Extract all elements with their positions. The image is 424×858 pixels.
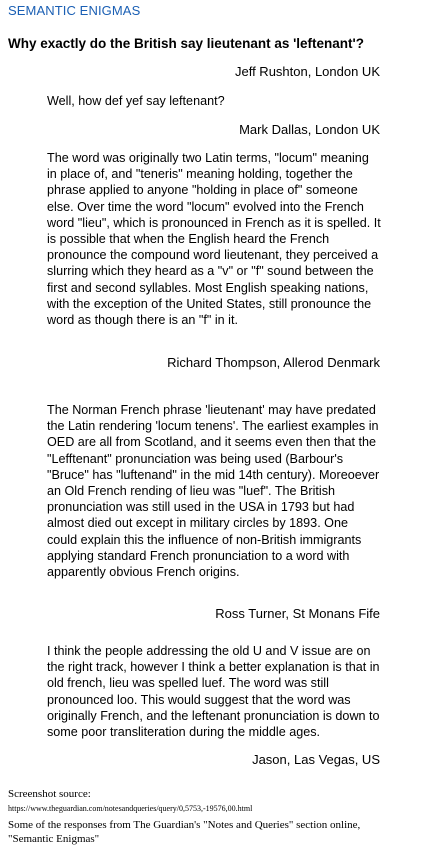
answer-text: I think the people addressing the old U and V issue are on the right track, however I think a better explanation is that in old french, lieu was spelled luef. The word was still pronounced loo. This would suggest that the word was originally French, and the leftenant pronunciation is down to some poor transliteration during the middle ages. [47,644,380,740]
answer-text: Well, how def yef say leftenant? [47,94,225,108]
author-name: Jeff Rushton, London UK [234,64,380,79]
author-name: Jason, Las Vegas, US [252,752,380,767]
source-url-link[interactable]: https://www.theguardian.com/notesandqueries/query/0,5753,-19576,00.html [8,804,253,813]
author-name: Mark Dallas, London UK [239,122,380,137]
source-label: Screenshot source: [8,788,91,800]
author-name: Richard Thompson, Allerod Denmark [167,355,380,370]
question-heading: Why exactly do the British say lieutenant as 'leftenant'? [8,36,365,51]
answer-text: The word was originally two Latin terms, "locum" meaning in place of, and "teneris" meaning holding, together the phrase applied to anyone "holding in place of" someone else. Over time the word "locum" evolved into the French word "lieu", which is pronounced in French as it is spelled. It is possible that when the English heard the French pronounce the compound word lieutenant, they perceived a slurring which they heard as a "v" or "f" sound between the first and second syllables. Most English speaking nations, with the exception of the United States, still pronounce the word as though there is an "f" in it. [47,151,381,328]
author-name: Ross Turner, St Monans Fife [215,606,380,621]
caption-text: Some of the responses from The Guardian's "Notes and Queries" section online, "Semantic Enigmas" [8,819,361,845]
answer-text: The Norman French phrase 'lieutenant' may have predated the Latin rendering 'locum tenens'. The earliest examples in OED are all from Scotland, and it seems even then that the "Lefftenant" pronunciation was being used (Barbour's "Bruce" has "luftenand" in the mid 14th century). Moreoever an Old French rending of lieu was "luef". The British pronunciation was still used in the USA in 1793 but had almost died out except in military circles by 1893. One could explain this the influence of non-British immigrants applying standard French pronunciation to a word with apparently obvious French origins. [47,403,380,580]
section-title[interactable]: SEMANTIC ENIGMAS [8,3,141,18]
